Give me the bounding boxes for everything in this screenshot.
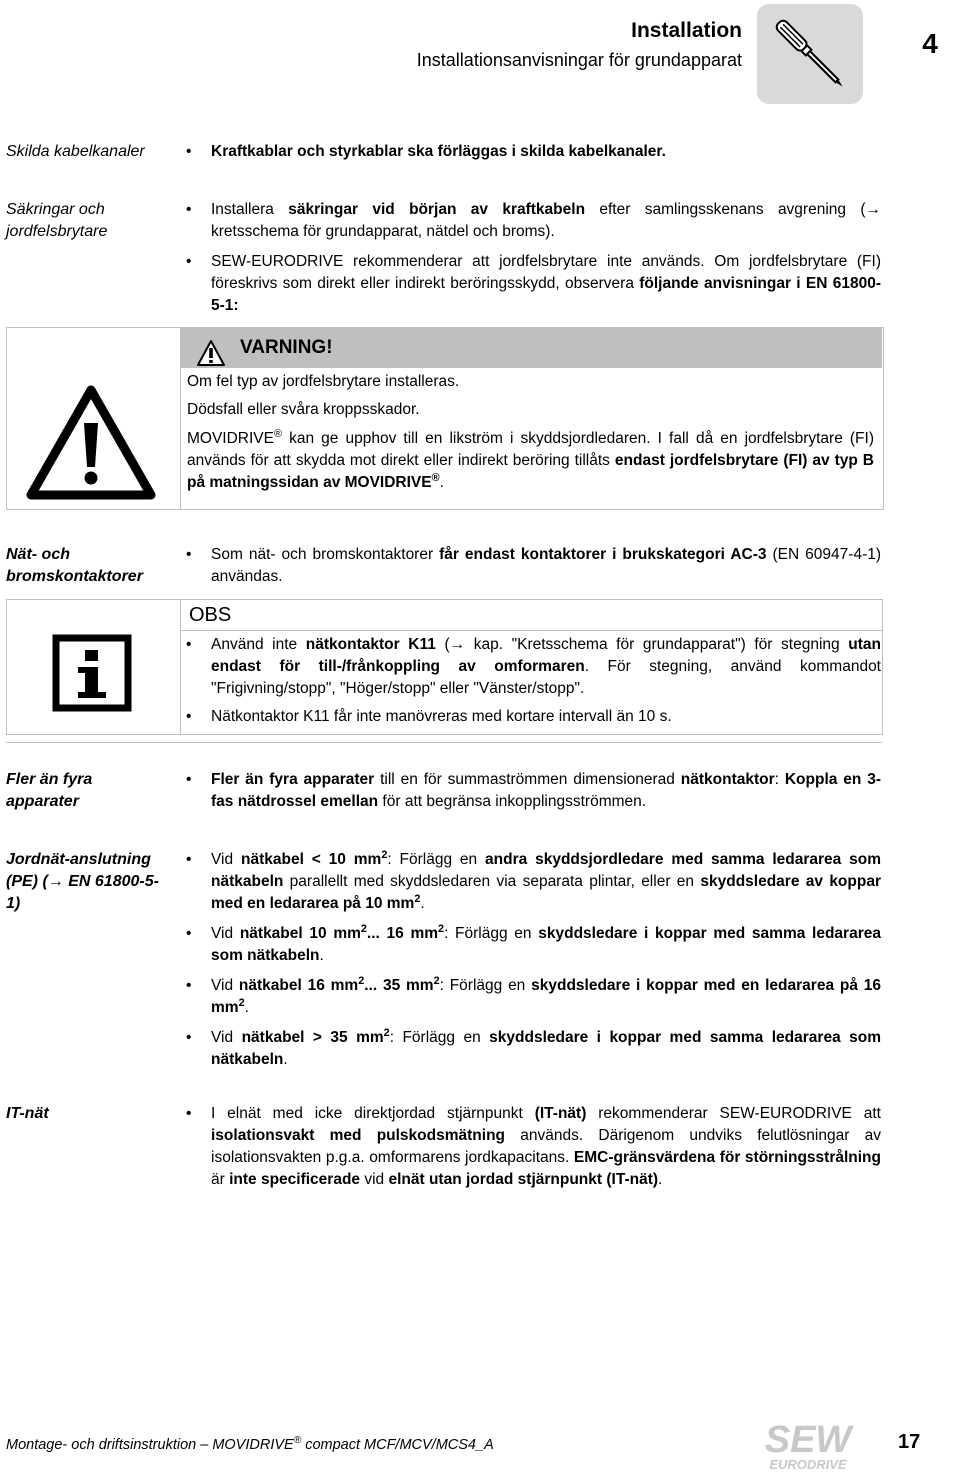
list-item: • Vid nätkabel 10 $mm^2$... 16 $mm^2$: Förlägg en skyddsledare i koppar med samma ledararea som nätkabeln. (186, 923, 881, 967)
list-item: • Vid nätkabel < 10 $mm^2$: Förlägg en andra skyddsjordledare med samma ledararea som nätkabeln parallellt med skyddsledaren via separata plintar, eller en skyddsledare av koppar med en ledararea på 10 $mm^2$. (186, 849, 881, 915)
warning-line-3: MOVIDRIVE® kan ge upphov till en likström i skyddsjordledaren. I fall då en jordfelsbrytare (FI) används för att skydda mot direkt eller indirekt beröring tillåts endast jordfelsbrytare (FI) av typ B på matningssidan av MOVIDRIVE®. (187, 427, 875, 491)
list-item: • Vid nätkabel 16 $mm^2$... 35 $mm^2$: Förlägg en skyddsledare i koppar med en ledararea på 16 $mm^2$. (186, 975, 881, 1019)
side-label-skilda: Skilda kabelkanaler (6, 143, 145, 160)
divider (6, 742, 882, 743)
side-label-jord: Jordnät-anslutning (PE) (→ EN 61800-5-1) (6, 851, 159, 912)
side-label-itnat: IT-nät (6, 1105, 49, 1122)
side-label-natbroms: Nät- och bromskontaktorer (6, 546, 143, 585)
chapter-number: 4 (922, 28, 938, 59)
side-label-sakringar: Säkringar och jordfelsbrytare (6, 201, 108, 240)
warning-heading: VARNING! (240, 337, 333, 358)
warning-large-icon (26, 385, 156, 507)
info-icon (52, 634, 132, 719)
list-skilda (186, 141, 881, 171)
list-item: • Vid nätkabel > 35 $mm^2$: Förlägg en skyddsledare i koppar med samma ledararea som nätkabeln. (186, 1027, 881, 1071)
page-title: Installation (631, 19, 742, 42)
list-item: • I elnät med icke direktjordad stjärnpunkt (IT-nät) rekommenderar SEW-EURODRIVE att isolationsvakt med pulskodsmätning används. Därigenom undviks felutlösningar av isolationsvakten p.g.a. omformarens jordkapacitans. EMC-gränsvärdena för störningsstrålning är inte specificerade vid elnät utan jordad stjärnpunkt (IT-nät). (186, 1103, 881, 1191)
note-heading: OBS (189, 604, 232, 626)
divider (180, 599, 181, 735)
list-item: • SEW-EURODRIVE rekommenderar att jordfelsbrytare inte används. Om jordfelsbrytare (FI) föreskrivs som direkt eller indirekt beröringsskydd, observera följande anvisningar i EN 61800-5-1: (186, 251, 881, 317)
list-item: • Kraftkablar och styrkablar ska förläggas i skilda kabelkanaler. (186, 141, 881, 163)
svg-text:EURODRIVE: EURODRIVE (769, 1457, 847, 1472)
list-item: • Nätkontaktor K11 får inte manövreras med kortare intervall än 10 s. (186, 706, 881, 728)
list-jord (186, 849, 881, 1079)
warning-small-icon (196, 339, 226, 374)
list-natbroms (186, 544, 881, 596)
list-itnat (186, 1103, 881, 1199)
list-note (186, 634, 881, 734)
list-item: • Använd inte nätkontaktor K11 (→ kap. "Kretsschema för grundapparat") för stegning utan endast för till-/frånkoppling av omformaren. För stegning, använd kommandot "Frigivning/stopp", "Höger/stopp" eller "Vänster/stopp". (186, 634, 881, 700)
list-item: • Installera säkringar vid början av kraftkabeln efter samlingsskenans avgrening (→ kretsschema för grundapparat, nätdel och broms). (186, 199, 881, 243)
footer-text: Montage- och driftsinstruktion – MOVIDRIVE® compact MCF/MCV/MCS4_A (6, 1435, 494, 1453)
list-item: • Som nät- och bromskontaktorer får endast kontaktorer i brukskategori AC-3 (EN 60947-4-1) användas. (186, 544, 881, 588)
warning-line-2: Dödsfall eller svåra kroppsskador. (187, 401, 420, 418)
divider (181, 630, 882, 631)
warning-line-1: Om fel typ av jordfelsbrytare installeras. (187, 373, 460, 390)
list-sakringar (186, 199, 881, 325)
svg-text:SEW: SEW (764, 1419, 852, 1461)
page-subtitle: Installationsanvisningar för grundapparat (416, 50, 742, 70)
screwdriver-icon (757, 4, 863, 104)
list-flera (186, 769, 881, 821)
side-label-flera: Fler än fyra apparater (6, 771, 93, 810)
sew-eurodrive-logo (752, 1418, 864, 1479)
page-number: 17 (898, 1431, 921, 1453)
list-item: • Fler än fyra apparater till en för summaströmmen dimensionerad nätkontaktor: Koppla en 3-fas nätdrossel emellan för att begränsa inkopplingsströmmen. (186, 769, 881, 813)
